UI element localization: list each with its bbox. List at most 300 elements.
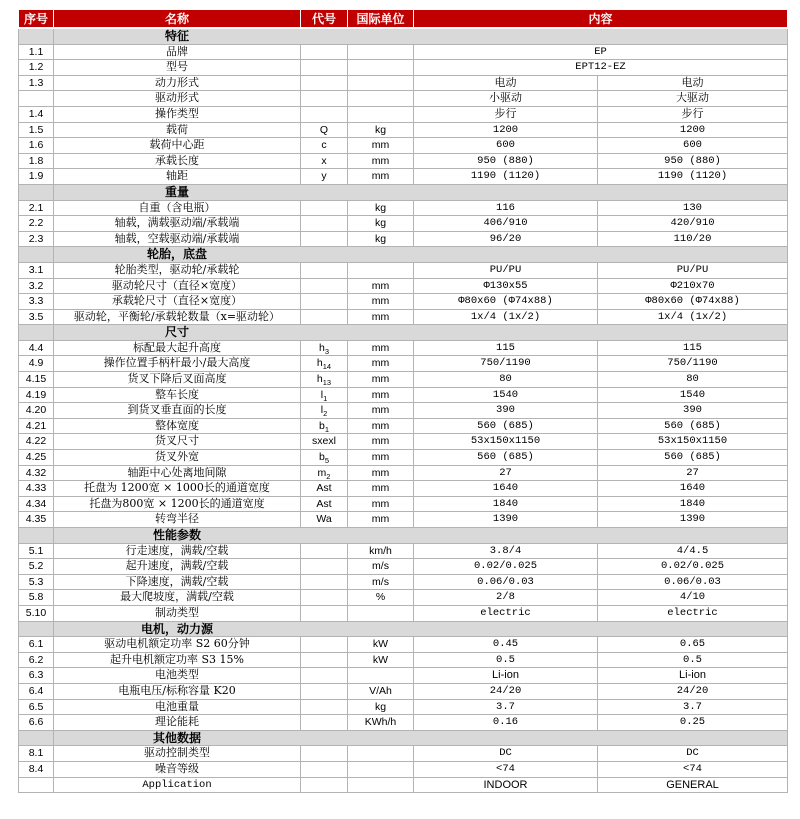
section-row — [19, 325, 788, 341]
spec-row — [19, 278, 788, 294]
header-row — [19, 10, 788, 29]
code-cell — [301, 60, 348, 76]
code-cell — [301, 138, 348, 154]
unit-cell: mm — [348, 387, 414, 403]
spec-row — [19, 699, 788, 715]
value-cell-left: 0.06/0.03 — [414, 574, 598, 590]
spec-row — [19, 169, 788, 185]
row-number-cell: 1.5 — [19, 122, 54, 138]
code-cell — [301, 434, 348, 450]
spec-table — [18, 9, 788, 793]
spec-row — [19, 637, 788, 653]
spec-name-cell: 货叉外宽 — [54, 450, 301, 466]
spec-name-cell: 驱动轮尺寸（直径×宽度） — [54, 278, 301, 294]
row-number-cell: 4.21 — [19, 418, 54, 434]
unit-cell: kW — [348, 637, 414, 653]
code-text: b — [318, 419, 325, 432]
spec-name-cell: 轴载，满载驱动端/承载端 — [54, 216, 301, 232]
header-col-unit: 国际单位 — [348, 10, 414, 29]
code-cell — [301, 278, 348, 294]
unit-cell: mm — [348, 278, 414, 294]
value-cell-right: 1190 (1120) — [598, 169, 788, 185]
row-number-cell: 4.20 — [19, 403, 54, 419]
section-title: 轮胎，底盘 — [54, 247, 301, 263]
value-cell-left: 115 — [414, 340, 598, 356]
value-cell-right: 大驱动 — [598, 91, 788, 107]
value-cell-right: Φ210x70 — [598, 278, 788, 294]
spec-row — [19, 715, 788, 731]
spec-name-cell: 轮胎类型，驱动轮/承载轮 — [54, 262, 301, 278]
spec-row — [19, 372, 788, 388]
unit-cell: mm — [348, 450, 414, 466]
spec-table-body — [19, 28, 788, 793]
code-text: x — [321, 154, 327, 167]
value-cell-right: 600 — [598, 138, 788, 154]
value-cell-right: 390 — [598, 403, 788, 419]
code-cell — [301, 403, 348, 419]
row-number-cell: 4.33 — [19, 481, 54, 497]
row-number-cell: 5.1 — [19, 543, 54, 559]
code-cell — [301, 356, 348, 372]
value-cell-left: <74 — [414, 761, 598, 777]
code-text: Ast — [316, 497, 332, 510]
code-cell — [301, 294, 348, 310]
code-cell — [301, 512, 348, 528]
section-row — [19, 28, 788, 44]
row-number-cell: 6.6 — [19, 715, 54, 731]
value-cell-left: 1390 — [414, 512, 598, 528]
value-cell-right: 0.65 — [598, 637, 788, 653]
spec-name-cell: 货叉下降后叉面高度 — [54, 372, 301, 388]
row-number-cell: 4.15 — [19, 372, 54, 388]
value-cell-right: DC — [598, 746, 788, 762]
row-number-cell: 3.2 — [19, 278, 54, 294]
row-number-cell: 3.5 — [19, 309, 54, 325]
code-cell — [301, 262, 348, 278]
section-filler — [301, 28, 788, 44]
unit-cell: mm — [348, 496, 414, 512]
value-cell-right: 560 (685) — [598, 418, 788, 434]
value-cell-left: DC — [414, 746, 598, 762]
spec-name-cell: 制动类型 — [54, 605, 301, 621]
unit-cell: % — [348, 590, 414, 606]
row-number-cell: 8.1 — [19, 746, 54, 762]
code-cell — [301, 761, 348, 777]
value-cell-right: GENERAL — [598, 777, 788, 793]
code-cell — [301, 216, 348, 232]
spec-name-cell: 电池类型 — [54, 668, 301, 684]
unit-cell — [348, 746, 414, 762]
spec-row — [19, 777, 788, 793]
value-cell-right: 0.02/0.025 — [598, 559, 788, 575]
spec-name-cell: 起升速度，满载/空载 — [54, 559, 301, 575]
value-cell-left: 小驱动 — [414, 91, 598, 107]
spec-name-cell: 托盘为 1200宽 × 1000长的通道宽度 — [54, 481, 301, 497]
value-cell-right: 115 — [598, 340, 788, 356]
row-number-cell: 4.22 — [19, 434, 54, 450]
code-text: h — [316, 373, 323, 386]
spec-name-cell: 驱动控制类型 — [54, 746, 301, 762]
spec-name-cell: 驱动轮，平衡轮/承载轮数量（x=驱动轮） — [54, 309, 301, 325]
section-title: 尺寸 — [54, 325, 301, 341]
value-cell-left: 560 (685) — [414, 418, 598, 434]
unit-cell: m/s — [348, 574, 414, 590]
unit-cell: mm — [348, 465, 414, 481]
section-filler — [301, 325, 788, 341]
unit-cell: mm — [348, 138, 414, 154]
code-text: c — [321, 139, 327, 152]
spec-row — [19, 434, 788, 450]
spec-name-cell: 自重（含电瓶） — [54, 200, 301, 216]
spec-row — [19, 91, 788, 107]
row-number-cell: 6.4 — [19, 683, 54, 699]
code-text: l — [320, 404, 324, 417]
unit-cell: mm — [348, 403, 414, 419]
code-subscript: 5 — [324, 456, 329, 466]
value-cell-right: Φ80x60 (Φ74x88) — [598, 294, 788, 310]
code-cell — [301, 372, 348, 388]
code-text: l — [320, 388, 324, 401]
code-cell — [301, 637, 348, 653]
code-subscript: 14 — [322, 362, 332, 372]
spec-row — [19, 122, 788, 138]
spec-row — [19, 200, 788, 216]
code-text: Q — [319, 123, 329, 136]
unit-cell: mm — [348, 418, 414, 434]
value-cell-left: 560 (685) — [414, 450, 598, 466]
value-cell-span: EPT12-EZ — [414, 60, 788, 76]
value-cell-left: 96/20 — [414, 231, 598, 247]
spec-name-cell: 托盘为800宽 × 1200长的通道宽度 — [54, 496, 301, 512]
value-cell-left: 80 — [414, 372, 598, 388]
spec-row — [19, 75, 788, 91]
spec-name-cell: 噪音等级 — [54, 761, 301, 777]
row-number-cell — [19, 28, 54, 44]
row-number-cell — [19, 325, 54, 341]
spec-row — [19, 340, 788, 356]
unit-cell: V/Ah — [348, 683, 414, 699]
value-cell-left: INDOOR — [414, 777, 598, 793]
row-number-cell: 1.1 — [19, 44, 54, 60]
unit-cell: kg — [348, 122, 414, 138]
code-text: h — [318, 341, 325, 354]
unit-cell — [348, 106, 414, 122]
spec-name-cell: 行走速度，满载/空载 — [54, 543, 301, 559]
row-number-cell: 4.32 — [19, 465, 54, 481]
spec-row — [19, 294, 788, 310]
code-cell — [301, 481, 348, 497]
spec-row — [19, 668, 788, 684]
code-subscript: 13 — [322, 378, 332, 388]
row-number-cell: 4.34 — [19, 496, 54, 512]
unit-cell — [348, 60, 414, 76]
header-col-no: 序号 — [19, 10, 54, 29]
value-cell-right: 1x/4 (1x/2) — [598, 309, 788, 325]
spec-name-cell: 最大爬坡度，满载/空载 — [54, 590, 301, 606]
spec-name-cell: 操作类型 — [54, 106, 301, 122]
value-cell-right: 80 — [598, 372, 788, 388]
section-title: 电机，动力源 — [54, 621, 301, 637]
value-cell-right: 27 — [598, 465, 788, 481]
code-cell — [301, 122, 348, 138]
value-cell-left: Li-ion — [414, 668, 598, 684]
header-col-code: 代号 — [301, 10, 348, 29]
spec-name-cell: 转弯半径 — [54, 512, 301, 528]
row-number-cell — [19, 528, 54, 544]
spec-name-cell: Application — [54, 777, 301, 793]
value-cell-right: 750/1190 — [598, 356, 788, 372]
value-cell-left: 3.7 — [414, 699, 598, 715]
unit-cell: mm — [348, 294, 414, 310]
code-cell — [301, 715, 348, 731]
spec-row — [19, 590, 788, 606]
row-number-cell — [19, 777, 54, 793]
unit-cell: kg — [348, 231, 414, 247]
unit-cell — [348, 91, 414, 107]
row-number-cell: 3.1 — [19, 262, 54, 278]
spec-name-cell: 驱动电机额定功率 S2 60分钟 — [54, 637, 301, 653]
value-cell-left: 0.16 — [414, 715, 598, 731]
code-text: y — [321, 170, 327, 183]
value-cell-right: 1390 — [598, 512, 788, 528]
spec-row — [19, 543, 788, 559]
row-number-cell: 4.25 — [19, 450, 54, 466]
spec-row — [19, 652, 788, 668]
unit-cell: kW — [348, 652, 414, 668]
row-number-cell: 1.6 — [19, 138, 54, 154]
code-cell — [301, 91, 348, 107]
value-cell-left: 1x/4 (1x/2) — [414, 309, 598, 325]
code-text: Wa — [316, 513, 332, 526]
row-number-cell: 6.5 — [19, 699, 54, 715]
code-cell — [301, 668, 348, 684]
code-text: Ast — [316, 482, 332, 495]
value-cell-left: 步行 — [414, 106, 598, 122]
spec-name-cell: 下降速度，满载/空载 — [54, 574, 301, 590]
value-cell-right: 0.25 — [598, 715, 788, 731]
row-number-cell: 6.3 — [19, 668, 54, 684]
row-number-cell: 1.8 — [19, 153, 54, 169]
section-filler — [301, 621, 788, 637]
row-number-cell: 5.10 — [19, 605, 54, 621]
row-number-cell: 4.19 — [19, 387, 54, 403]
code-subscript: 3 — [324, 346, 329, 356]
code-cell — [301, 543, 348, 559]
spec-name-cell: 标配最大起升高度 — [54, 340, 301, 356]
unit-cell: mm — [348, 434, 414, 450]
row-number-cell — [19, 184, 54, 200]
value-cell-right: electric — [598, 605, 788, 621]
value-cell-right: 步行 — [598, 106, 788, 122]
value-cell-left: 390 — [414, 403, 598, 419]
value-cell-right: PU/PU — [598, 262, 788, 278]
spec-row — [19, 153, 788, 169]
value-cell-left: 1190 (1120) — [414, 169, 598, 185]
value-cell-left: 1840 — [414, 496, 598, 512]
value-cell-right: 560 (685) — [598, 450, 788, 466]
value-cell-left: Φ80x60 (Φ74x88) — [414, 294, 598, 310]
code-cell — [301, 450, 348, 466]
code-cell — [301, 559, 348, 575]
spec-name-cell: 货叉尺寸 — [54, 434, 301, 450]
value-cell-right: <74 — [598, 761, 788, 777]
unit-cell: KWh/h — [348, 715, 414, 731]
value-cell-right: 1200 — [598, 122, 788, 138]
value-cell-left: 0.5 — [414, 652, 598, 668]
unit-cell: mm — [348, 340, 414, 356]
code-subscript: 2 — [326, 471, 331, 481]
row-number-cell: 6.1 — [19, 637, 54, 653]
code-cell — [301, 75, 348, 91]
spec-name-cell: 动力形式 — [54, 75, 301, 91]
code-cell — [301, 387, 348, 403]
spec-name-cell: 整车长度 — [54, 387, 301, 403]
spec-name-cell: 品牌 — [54, 44, 301, 60]
value-cell-right: 53x150x1150 — [598, 434, 788, 450]
value-cell-right: 3.7 — [598, 699, 788, 715]
row-number-cell: 4.4 — [19, 340, 54, 356]
value-cell-right: 0.5 — [598, 652, 788, 668]
unit-cell: mm — [348, 356, 414, 372]
spec-row — [19, 216, 788, 232]
unit-cell — [348, 777, 414, 793]
code-cell — [301, 106, 348, 122]
value-cell-span: EP — [414, 44, 788, 60]
value-cell-left: 1640 — [414, 481, 598, 497]
row-number-cell: 1.3 — [19, 75, 54, 91]
spec-row — [19, 44, 788, 60]
unit-cell: mm — [348, 481, 414, 497]
section-title: 其他数据 — [54, 730, 301, 746]
section-row — [19, 528, 788, 544]
row-number-cell: 2.1 — [19, 200, 54, 216]
spec-row — [19, 481, 788, 497]
section-title: 性能参数 — [54, 528, 301, 544]
row-number-cell: 1.4 — [19, 106, 54, 122]
spec-name-cell: 操作位置手柄杆最小/最大高度 — [54, 356, 301, 372]
spec-name-cell: 理论能耗 — [54, 715, 301, 731]
code-cell — [301, 605, 348, 621]
code-cell — [301, 574, 348, 590]
spec-name-cell: 电池重量 — [54, 699, 301, 715]
section-filler — [301, 247, 788, 263]
value-cell-right: 4/10 — [598, 590, 788, 606]
value-cell-left: 950 (880) — [414, 153, 598, 169]
unit-cell: mm — [348, 372, 414, 388]
value-cell-left: electric — [414, 605, 598, 621]
spec-name-cell: 电瓶电压/标称容量 K20 — [54, 683, 301, 699]
header-col-name: 名称 — [54, 10, 301, 29]
section-row — [19, 621, 788, 637]
row-number-cell: 3.3 — [19, 294, 54, 310]
spec-row — [19, 574, 788, 590]
spec-row — [19, 138, 788, 154]
value-cell-left: 电动 — [414, 75, 598, 91]
spec-row — [19, 683, 788, 699]
value-cell-right: 1840 — [598, 496, 788, 512]
code-text: m — [317, 466, 327, 479]
spec-row — [19, 231, 788, 247]
value-cell-left: 53x150x1150 — [414, 434, 598, 450]
value-cell-left: 600 — [414, 138, 598, 154]
row-number-cell: 6.2 — [19, 652, 54, 668]
value-cell-left: 2/8 — [414, 590, 598, 606]
spec-name-cell: 轴距中心处离地间隙 — [54, 465, 301, 481]
value-cell-left: 3.8/4 — [414, 543, 598, 559]
section-row — [19, 247, 788, 263]
value-cell-right: 电动 — [598, 75, 788, 91]
code-cell — [301, 169, 348, 185]
row-number-cell: 1.2 — [19, 60, 54, 76]
unit-cell: mm — [348, 153, 414, 169]
section-row — [19, 184, 788, 200]
header-col-content: 内容 — [414, 10, 788, 29]
code-cell — [301, 652, 348, 668]
unit-cell — [348, 262, 414, 278]
value-cell-left: PU/PU — [414, 262, 598, 278]
unit-cell — [348, 75, 414, 91]
spec-row — [19, 309, 788, 325]
code-cell — [301, 496, 348, 512]
spec-row — [19, 512, 788, 528]
value-cell-right: 950 (880) — [598, 153, 788, 169]
spec-row — [19, 418, 788, 434]
value-cell-left: 116 — [414, 200, 598, 216]
value-cell-right: Li-ion — [598, 668, 788, 684]
value-cell-right: 24/20 — [598, 683, 788, 699]
code-cell — [301, 465, 348, 481]
unit-cell — [348, 44, 414, 60]
row-number-cell: 8.4 — [19, 761, 54, 777]
unit-cell: kg — [348, 699, 414, 715]
row-number-cell: 1.9 — [19, 169, 54, 185]
spec-row — [19, 465, 788, 481]
value-cell-right: 420/910 — [598, 216, 788, 232]
row-number-cell: 4.9 — [19, 356, 54, 372]
value-cell-left: Φ130x55 — [414, 278, 598, 294]
value-cell-left: 406/910 — [414, 216, 598, 232]
value-cell-left: 27 — [414, 465, 598, 481]
row-number-cell: 5.8 — [19, 590, 54, 606]
value-cell-left: 0.45 — [414, 637, 598, 653]
row-number-cell: 2.3 — [19, 231, 54, 247]
code-subscript: 1 — [323, 393, 328, 403]
row-number-cell — [19, 730, 54, 746]
code-cell — [301, 590, 348, 606]
row-number-cell: 2.2 — [19, 216, 54, 232]
row-number-cell — [19, 621, 54, 637]
value-cell-left: 1200 — [414, 122, 598, 138]
spec-name-cell: 到货叉垂直面的长度 — [54, 403, 301, 419]
row-number-cell — [19, 247, 54, 263]
code-cell — [301, 153, 348, 169]
spec-row — [19, 387, 788, 403]
spec-name-cell: 承载长度 — [54, 153, 301, 169]
spec-name-cell: 承载轮尺寸（直径×宽度） — [54, 294, 301, 310]
code-cell — [301, 777, 348, 793]
section-filler — [301, 730, 788, 746]
unit-cell: mm — [348, 169, 414, 185]
value-cell-right: 110/20 — [598, 231, 788, 247]
spec-name-cell: 驱动形式 — [54, 91, 301, 107]
value-cell-right: 1640 — [598, 481, 788, 497]
value-cell-right: 0.06/0.03 — [598, 574, 788, 590]
spec-row — [19, 403, 788, 419]
value-cell-right: 4/4.5 — [598, 543, 788, 559]
value-cell-right: 1540 — [598, 387, 788, 403]
unit-cell: mm — [348, 512, 414, 528]
spec-name-cell: 整体宽度 — [54, 418, 301, 434]
